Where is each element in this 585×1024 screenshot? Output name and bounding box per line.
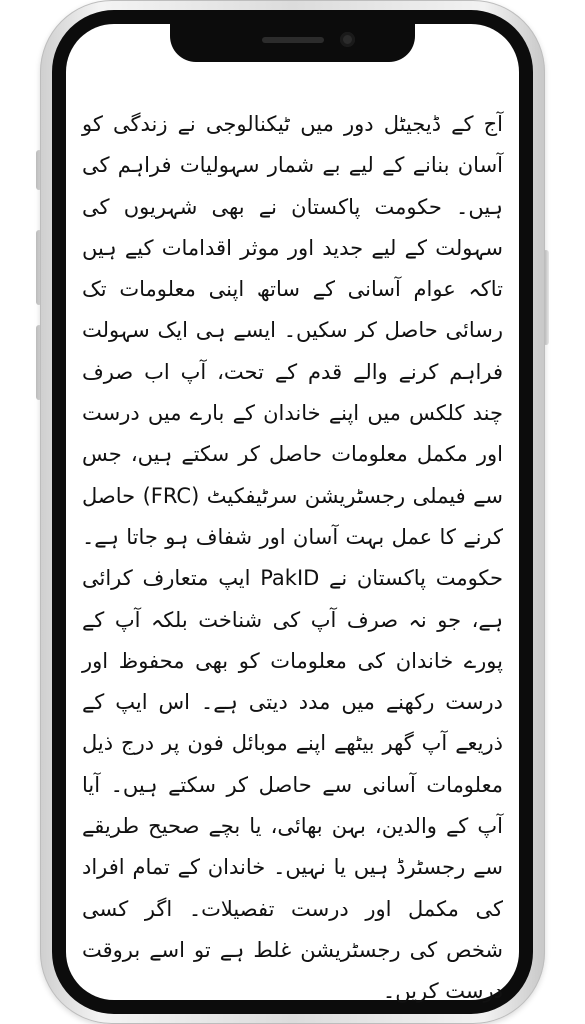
speaker-grille xyxy=(262,37,324,43)
article-text: آج کے ڈیجیٹل دور میں ٹیکنالوجی نے زندگی کو آسان بنانے کے لیے بے شمار سہولیات فراہم کی ہیں۔ حکومت پاکستان نے بھی شہریوں کی سہولت کے لیے جدید اور موثر اقدامات کیے ہیں تاکہ عوام آسانی کے ساتھ اپنی معلومات تک رسائی حاصل کر سکیں۔ ایسے ہی ایک سہولت فراہم کرنے والے قدم کے تحت، آپ اب صرف چند کلکس میں اپنے خاندان کے بارے میں درست اور مکمل معلومات حاصل کر سکتے ہیں، جس سے فیملی رجسٹریشن سرٹیفکیٹ (FRC) حاصل کرنے کا عمل بہت آسان اور شفاف ہو جاتا ہے۔ حکومت پاکستان نے PakID ایپ متعارف کرائی ہے، جو نہ صرف آپ کی شناخت بلکہ آپ کے پورے خاندان کی معلومات کو بھی محفوظ اور درست رکھنے میں مدد دیتی ہے۔ اس ایپ کے ذریعے آپ گھر بیٹھے اپنے موبائل فون پر درج ذیل معلومات آسانی سے حاصل کر سکتے ہیں۔ آیا آپ کے والدین، بہن بھائی، یا بچے صحیح طریقے سے رجسٹرڈ ہیں یا نہیں۔ خاندان کے تمام افراد کی مکمل اور درست تفصیلات۔ اگر کسی شخص کی رجسٹریشن غلط ہے تو اسے بروقت درست کریں۔ xyxy=(82,112,504,1004)
notch xyxy=(170,24,415,62)
front-camera-icon xyxy=(340,32,355,47)
